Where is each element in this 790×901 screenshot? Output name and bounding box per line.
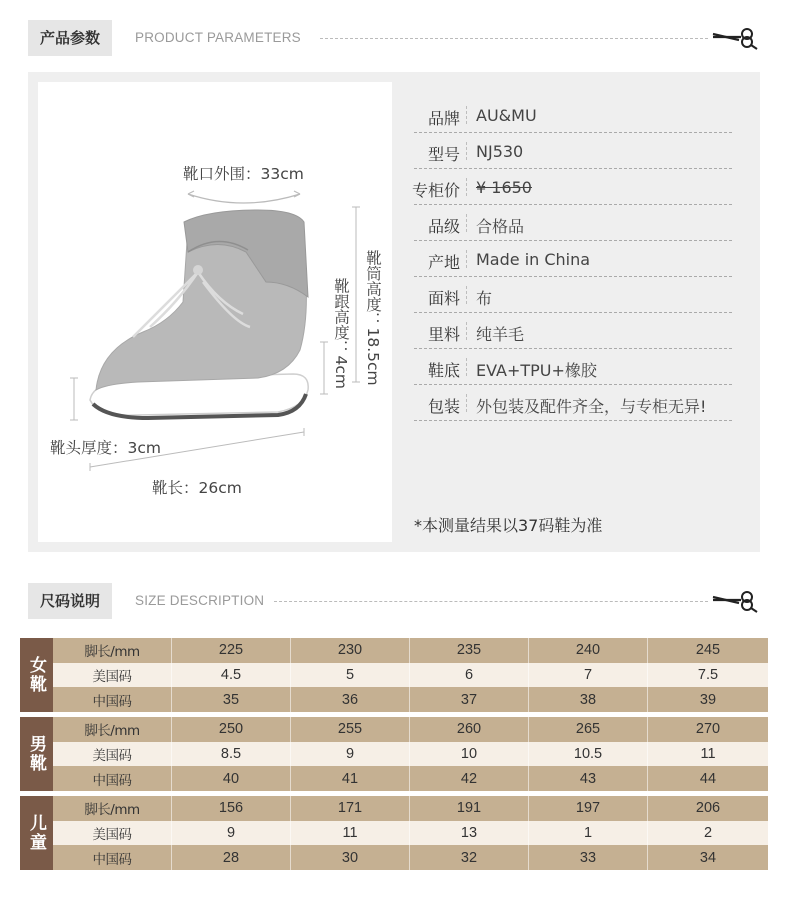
spec-row: [411, 169, 732, 205]
table-cell: 10: [410, 742, 529, 767]
table-row: [53, 687, 768, 712]
row-header: 美国码: [53, 821, 172, 846]
group-label: 女靴: [20, 638, 53, 712]
table-cell: 6: [410, 663, 529, 688]
table-cell: 206: [695, 800, 721, 817]
table-cell: 8.5: [172, 742, 291, 767]
spec-value: AU&MU: [476, 106, 537, 125]
table-cell: 11: [291, 821, 410, 846]
table-cell: 42: [410, 766, 529, 791]
divider: [320, 38, 708, 39]
table-cell: 225: [172, 638, 291, 663]
spec-key: 品牌: [427, 109, 460, 128]
table-row: [53, 766, 768, 791]
size-group-men: [20, 717, 768, 791]
spec-key: 专柜价: [411, 181, 460, 200]
table-cell: 7: [529, 663, 648, 688]
size-section-header: [28, 583, 768, 619]
table-cell: 44: [699, 770, 717, 787]
table-row: [53, 663, 768, 688]
table-cell: 197: [529, 796, 648, 821]
params-section-header: [28, 20, 768, 56]
table-cell: 260: [410, 717, 529, 742]
spec-row: [414, 313, 732, 349]
table-row: [53, 742, 768, 767]
table-cell: 156: [172, 796, 291, 821]
row-header: 美国码: [53, 742, 172, 767]
spec-key: 鞋底: [427, 361, 460, 380]
table-cell: 235: [410, 638, 529, 663]
table-row: [53, 845, 768, 870]
spec-row: [414, 97, 732, 133]
divider: [466, 250, 467, 268]
measure-opening: 靴口外围：33cm: [183, 165, 304, 183]
table-cell: 43: [529, 766, 648, 791]
spec-key: 面料: [427, 289, 460, 308]
params-panel: [28, 72, 760, 552]
divider: [466, 394, 467, 412]
spec-row: [414, 385, 732, 421]
table-cell: 9: [172, 821, 291, 846]
spec-key: 品级: [427, 217, 460, 236]
spec-row: [414, 349, 732, 385]
table-cell: 270: [695, 721, 721, 738]
group-label: 男靴: [20, 717, 53, 791]
size-title: 尺码说明: [28, 583, 112, 619]
table-cell: 2: [703, 824, 713, 841]
spec-value: 外包装及配件齐全，与专柜无异!: [476, 397, 707, 416]
table-cell: 7.5: [697, 666, 719, 683]
size-group-women: [20, 638, 768, 712]
divider: [466, 322, 467, 340]
table-cell: 5: [291, 663, 410, 688]
spec-list: [411, 97, 732, 421]
size-group-children: [20, 796, 768, 870]
divider: [466, 142, 467, 160]
table-cell: 1: [529, 821, 648, 846]
table-cell: 240: [529, 638, 648, 663]
params-subtitle: PRODUCT PARAMETERS: [135, 30, 301, 45]
divider: [466, 178, 467, 196]
spec-row: [414, 241, 732, 277]
scissors-icon: [711, 24, 761, 50]
divider: [466, 286, 467, 304]
table-cell: 255: [291, 717, 410, 742]
spec-key: 产地: [427, 253, 460, 272]
row-header: 中国码: [53, 845, 172, 870]
divider: [466, 106, 467, 124]
table-cell: 11: [700, 745, 716, 762]
spec-row: [414, 205, 732, 241]
table-row: [53, 796, 768, 821]
table-cell: 39: [699, 691, 717, 708]
measure-shaft-height: 靴筒高度：18.5cm: [364, 250, 382, 386]
table-cell: 9: [291, 742, 410, 767]
scissors-icon: [711, 587, 761, 613]
row-header: 中国码: [53, 766, 172, 791]
table-cell: 37: [410, 687, 529, 712]
table-cell: 41: [291, 766, 410, 791]
size-subtitle: SIZE DESCRIPTION: [135, 593, 265, 608]
row-header: 脚长/mm: [53, 717, 172, 742]
row-header: 脚长/mm: [53, 796, 172, 821]
table-cell: 250: [172, 717, 291, 742]
table-cell: 32: [410, 845, 529, 870]
spec-row: [414, 133, 732, 169]
table-row: [53, 717, 768, 742]
table-cell: 245: [695, 642, 721, 659]
table-cell: 4.5: [172, 663, 291, 688]
row-header: 脚长/mm: [53, 638, 172, 663]
spec-value: EVA+TPU+橡胶: [476, 361, 597, 380]
measure-heel-height: 靴跟高度：4cm: [332, 278, 350, 389]
table-cell: 28: [172, 845, 291, 870]
table-cell: 230: [291, 638, 410, 663]
measure-toe-thickness: 靴头厚度：3cm: [50, 439, 161, 457]
params-title: 产品参数: [28, 20, 112, 56]
row-header: 美国码: [53, 663, 172, 688]
table-row: [53, 638, 768, 663]
spec-value: Made in China: [476, 250, 591, 269]
row-header: 中国码: [53, 687, 172, 712]
spec-row: [414, 277, 732, 313]
spec-value-price: ¥ 1650: [476, 178, 532, 197]
spec-value: 纯羊毛: [476, 325, 525, 344]
table-cell: 10.5: [529, 742, 648, 767]
measurement-note: *本测量结果以37码鞋为准: [414, 516, 603, 535]
table-cell: 33: [529, 845, 648, 870]
table-cell: 191: [410, 796, 529, 821]
divider: [466, 214, 467, 232]
group-label: 儿童: [20, 796, 53, 870]
divider: [466, 358, 467, 376]
table-cell: 40: [172, 766, 291, 791]
table-cell: 35: [172, 687, 291, 712]
product-image: [38, 82, 392, 542]
table-cell: 30: [291, 845, 410, 870]
table-row: [53, 821, 768, 846]
spec-value: 合格品: [476, 217, 525, 236]
spec-value: NJ530: [476, 142, 524, 161]
table-cell: 265: [529, 717, 648, 742]
table-cell: 38: [529, 687, 648, 712]
table-cell: 13: [410, 821, 529, 846]
divider: [274, 601, 708, 602]
table-cell: 171: [291, 796, 410, 821]
measure-length: 靴长：26cm: [152, 479, 242, 497]
spec-key: 型号: [427, 145, 460, 164]
table-cell: 36: [291, 687, 410, 712]
spec-key: 包装: [427, 397, 460, 416]
spec-key: 里料: [427, 325, 460, 344]
table-cell: 34: [699, 849, 717, 866]
spec-value: 布: [476, 289, 493, 308]
